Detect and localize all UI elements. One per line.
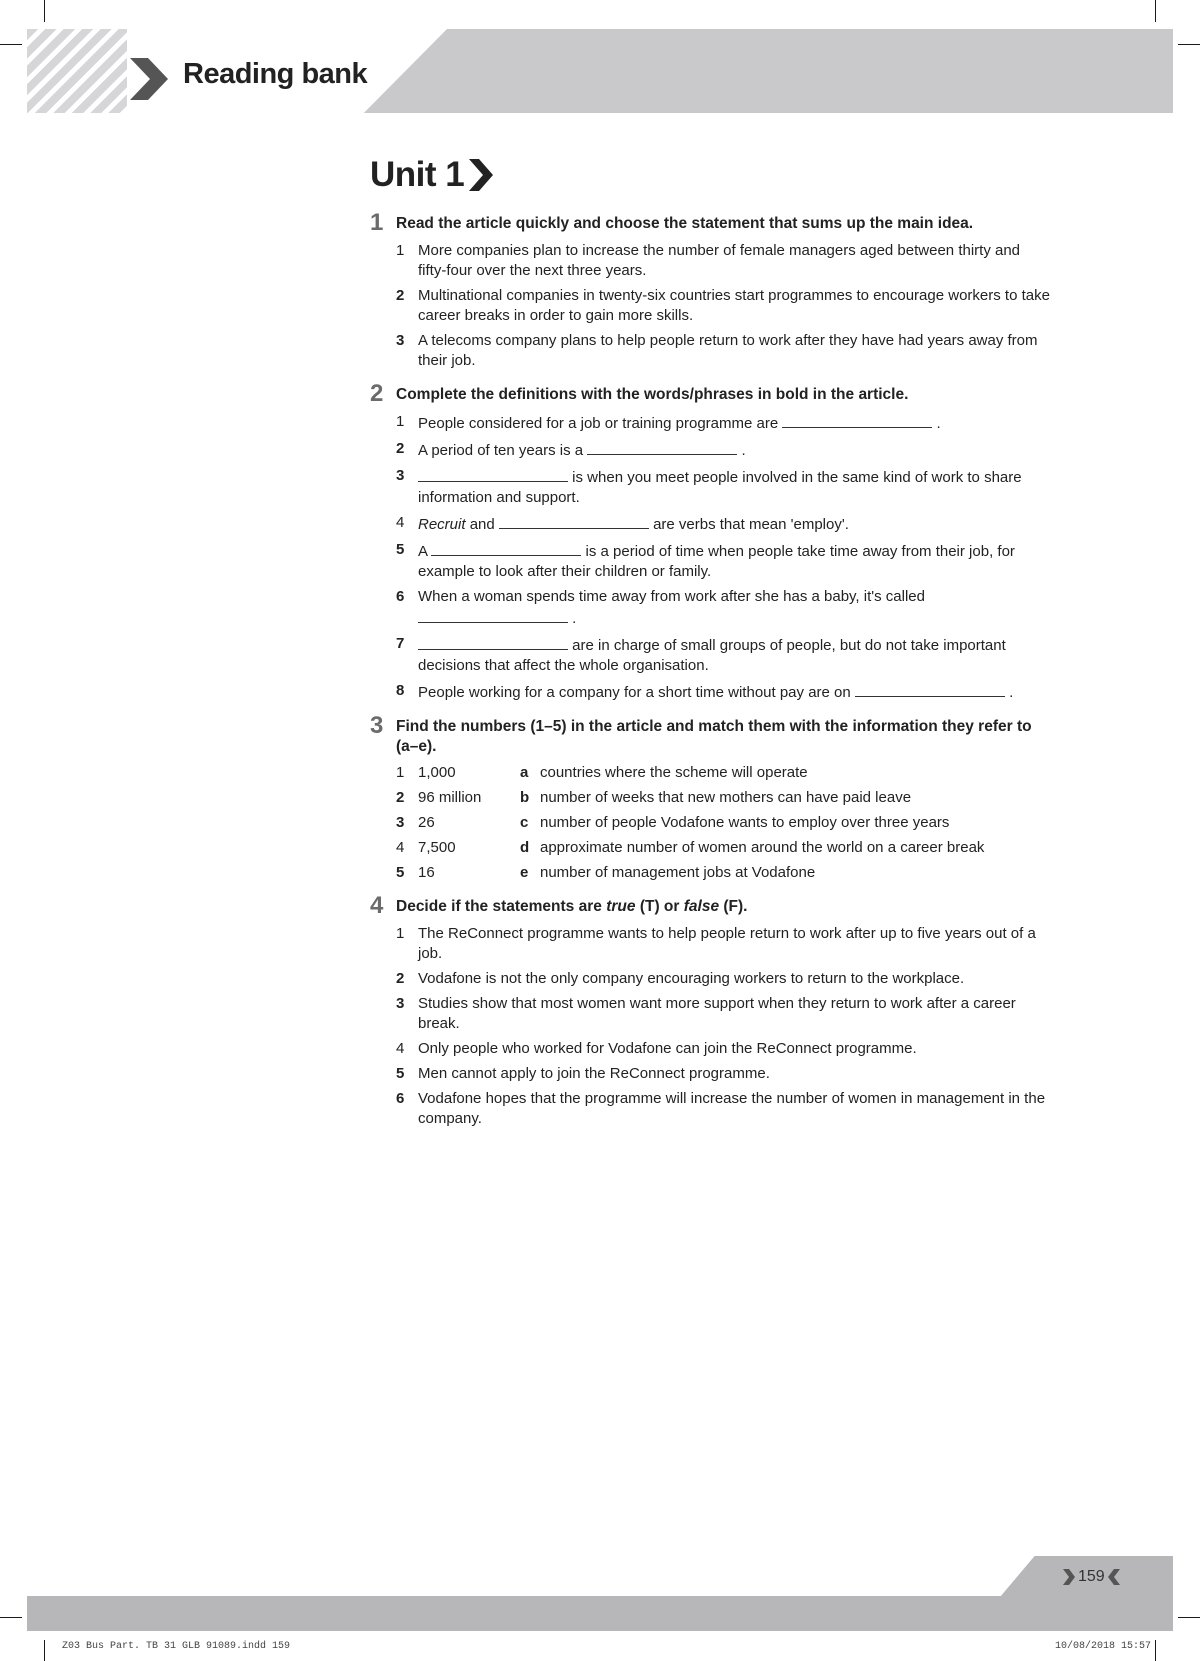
list-item: 7 are in charge of small groups of people, but do not take important decisions that affect the whole organisation. xyxy=(396,635,1006,674)
list-item: 2 A period of ten years is a . xyxy=(396,440,746,459)
crop-mark xyxy=(1155,0,1156,22)
list-item: 2 Vodafone is not the only company encouraging workers to return to the workplace. xyxy=(396,970,965,987)
answer-blank[interactable] xyxy=(587,439,737,455)
answer-blank[interactable] xyxy=(499,513,649,529)
answer-blank[interactable] xyxy=(418,607,568,623)
crop-mark xyxy=(1155,1640,1156,1661)
list-item: 5 Men cannot apply to join the ReConnect programme. xyxy=(396,1065,770,1082)
chevron-right-icon xyxy=(1063,1569,1075,1585)
exercise-3 xyxy=(370,712,1050,883)
exercise-instruction: Find the numbers (1–5) in the article and match them with the information they refer to (a–e). xyxy=(396,718,1032,755)
list-item: 1 More companies plan to increase the number of female managers aged between thirty and fifty-four over the next three years. xyxy=(396,242,1021,279)
answer-blank[interactable] xyxy=(782,412,932,428)
crop-mark xyxy=(1178,44,1200,45)
answer-blank[interactable] xyxy=(855,681,1005,697)
exercise-content xyxy=(370,209,1050,1143)
crop-mark xyxy=(44,0,45,22)
header-hatch xyxy=(27,29,127,113)
section-title: Reading bank xyxy=(183,58,368,90)
print-slug-left: Z03 Bus Part. TB 31 GLB 91089.indd 159 xyxy=(62,1641,291,1652)
exercise-instruction: Read the article quickly and choose the statement that sums up the main idea. xyxy=(396,215,974,232)
exercise-instruction: Complete the definitions with the words/phrases in bold in the article. xyxy=(396,386,909,403)
list-item: 2 Multinational companies in twenty-six countries start programmes to encourage workers to take career breaks in order to gain more skills. xyxy=(396,287,1050,324)
crop-mark xyxy=(44,1640,45,1661)
match-row: 4 7,500 d approximate number of women around the world on a career break xyxy=(396,839,985,856)
list-item: 1 People considered for a job or training programme are . xyxy=(396,413,941,432)
answer-blank[interactable] xyxy=(431,540,581,556)
unit-title xyxy=(370,155,493,195)
answer-blank[interactable] xyxy=(418,634,568,650)
list-item: 5 A is a period of time when people take time away from their job, for example to look after their children or family. xyxy=(396,541,1015,580)
chevron-right-icon xyxy=(130,58,168,100)
exercise-number: 1 xyxy=(370,209,384,236)
exercise-number: 3 xyxy=(370,712,384,739)
answer-blank[interactable] xyxy=(418,466,568,482)
chevron-left-icon xyxy=(1108,1569,1120,1585)
exercise-number: 4 xyxy=(370,892,384,919)
exercise-4 xyxy=(370,892,1050,1129)
crop-mark xyxy=(0,44,22,45)
print-slug-right: 10/08/2018 15:57 xyxy=(1055,1641,1152,1652)
exercise-2 xyxy=(370,380,1050,703)
chevron-right-icon xyxy=(467,159,493,191)
list-item: 6 When a woman spends time away from work after she has a baby, it's called . xyxy=(396,588,925,627)
footer-band xyxy=(27,1596,1173,1631)
crop-mark xyxy=(1178,1617,1200,1618)
list-item: 3 is when you meet people involved in the same kind of work to share information and support. xyxy=(396,467,1022,506)
exercise-number: 2 xyxy=(370,380,384,407)
list-item: 4 Recruit and are verbs that mean 'employ'. xyxy=(396,514,849,533)
match-row: 2 96 million b number of weeks that new mothers can have paid leave xyxy=(396,789,912,806)
page-number-text: 159 xyxy=(1078,1568,1105,1585)
list-item: 8 People working for a company for a short time without pay are on . xyxy=(396,682,1014,701)
page-number xyxy=(1063,1568,1120,1586)
unit-title-text: Unit 1 xyxy=(370,155,465,194)
crop-mark xyxy=(0,1617,22,1618)
exercise-instruction: Decide if the statements are true (T) or false (F). xyxy=(396,898,748,915)
list-item: 3 Studies show that most women want more support when they return to work after a career break. xyxy=(396,995,1016,1032)
list-item: 4 Only people who worked for Vodafone can join the ReConnect programme. xyxy=(396,1040,917,1057)
exercise-1 xyxy=(370,209,1050,371)
list-item: 1 The ReConnect programme wants to help people return to work after up to five years out of a job. xyxy=(396,925,1036,962)
match-row: 1 1,000 a countries where the scheme will operate xyxy=(396,764,808,781)
list-item: 3 A telecoms company plans to help people return to work after they have had years away from their job. xyxy=(396,332,1038,369)
match-row: 3 26 c number of people Vodafone wants to employ over three years xyxy=(396,814,950,831)
match-row: 5 16 e number of management jobs at Vodafone xyxy=(396,864,816,881)
list-item: 6 Vodafone hopes that the programme will increase the number of women in management in the company. xyxy=(396,1090,1046,1127)
